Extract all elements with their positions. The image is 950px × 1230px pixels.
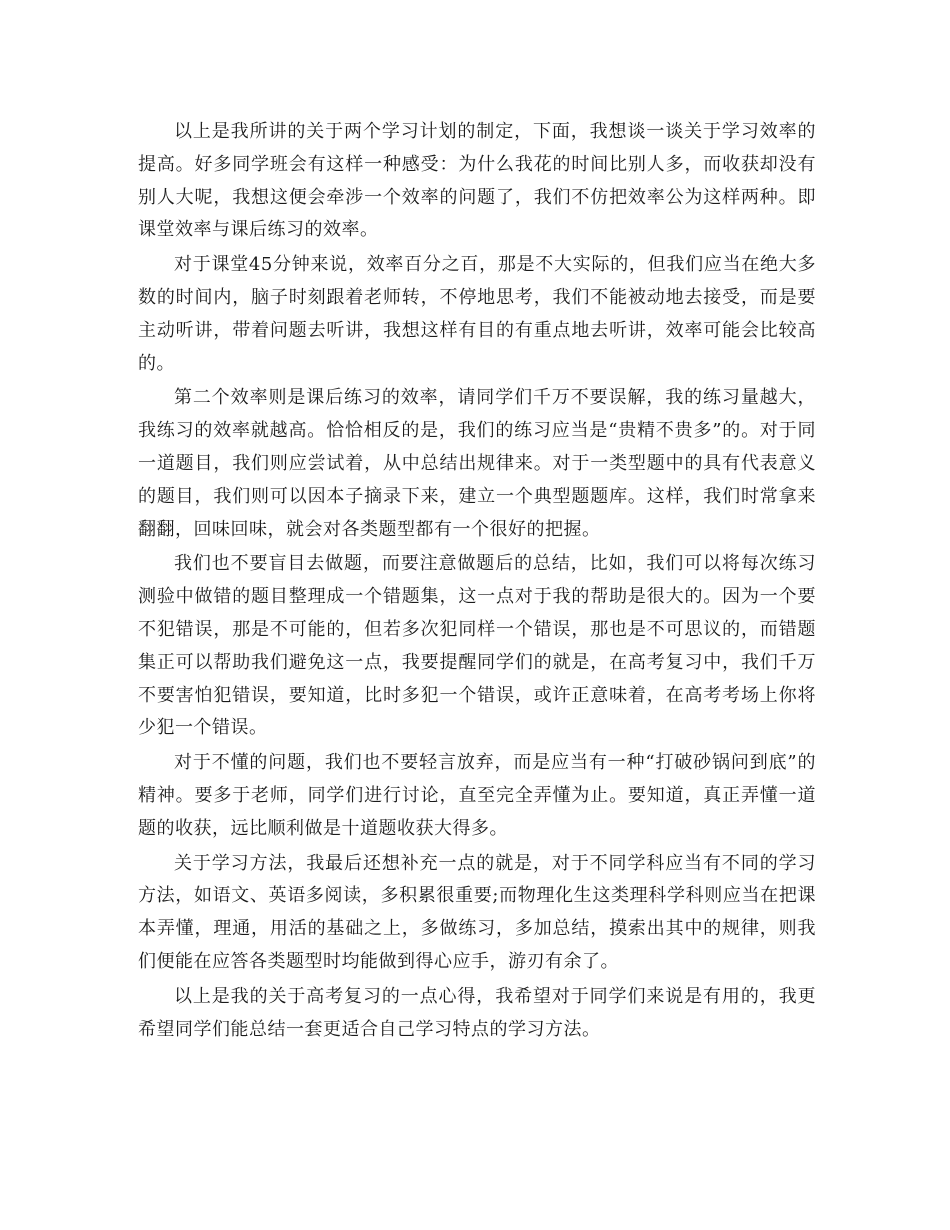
paragraph-7: 以上是我的关于高考复习的一点心得，我希望对于同学们来说是有用的，我更希望同学们能总结一套更适合自己学习特点的学习方法。 xyxy=(138,985,816,1040)
paragraph-5: 对于不懂的问题，我们也不要轻言放弃，而是应当有一种“打破砂锅问到底”的精神。要多于老师，同学们进行讨论，直至完全弄懂为止。要知道，真正弄懂一道题的收获，远比顺利做是十道题收获大得多。 xyxy=(138,752,816,839)
paragraph-3: 第二个效率则是课后练习的效率，请同学们千万不要误解，我的练习量越大，我练习的效率就越高。恰恰相反的是，我们的练习应当是“贵精不贵多”的。对于同一道题目，我们则应尝试着，从中总结出规律来。对于一类型题中的具有代表意义的题目，我们则可以因本子摘录下来，建立一个典型题题库。这样，我们时常拿来翻翻，回味回味，就会对各类题型都有一个很好的把握。 xyxy=(138,387,816,540)
paragraph-4: 我们也不要盲目去做题，而要注意做题后的总结，比如，我们可以将每次练习测验中做错的题目整理成一个错题集，这一点对于我的帮助是很大的。因为一个要不犯错误，那是不可能的，但若多次犯同样一个错误，那也是不可思议的，而错题集正可以帮助我们避免这一点，我要提醒同学们的就是，在高考复习中，我们千万不要害怕犯错误，要知道，比时多犯一个错误，或许正意味着，在高考考场上你将少犯一个错误。 xyxy=(138,553,816,739)
paragraph-2: 对于课堂45分钟来说，效率百分之百，那是不大实际的，但我们应当在绝大多数的时间内，脑子时刻跟着老师转，不停地思考，我们不能被动地去接受，而是要主动听讲，带着问题去听讲，我想这样有目的有重点地去听讲，效率可能会比较高的。 xyxy=(138,254,816,374)
document-body xyxy=(138,116,816,1048)
paragraph-6: 关于学习方法，我最后还想补充一点的就是，对于不同学科应当有不同的学习方法，如语文、英语多阅读，多积累很重要;而物理化生这类理科学科则应当在把课本弄懂，理通，用活的基础之上，多做练习，多加总结，摸索出其中的规律，则我们便能在应答各类题型时均能做到得心应手，游刃有余了。 xyxy=(138,852,816,972)
paragraph-1: 以上是我所讲的关于两个学习计划的制定，下面，我想谈一谈关于学习效率的提高。好多同学班会有这样一种感受：为什么我花的时间比别人多，而收获却没有别人大呢，我想这便会牵涉一个效率的问题了，我们不仿把效率公为这样两种。即课堂效率与课后练习的效率。 xyxy=(138,121,816,241)
